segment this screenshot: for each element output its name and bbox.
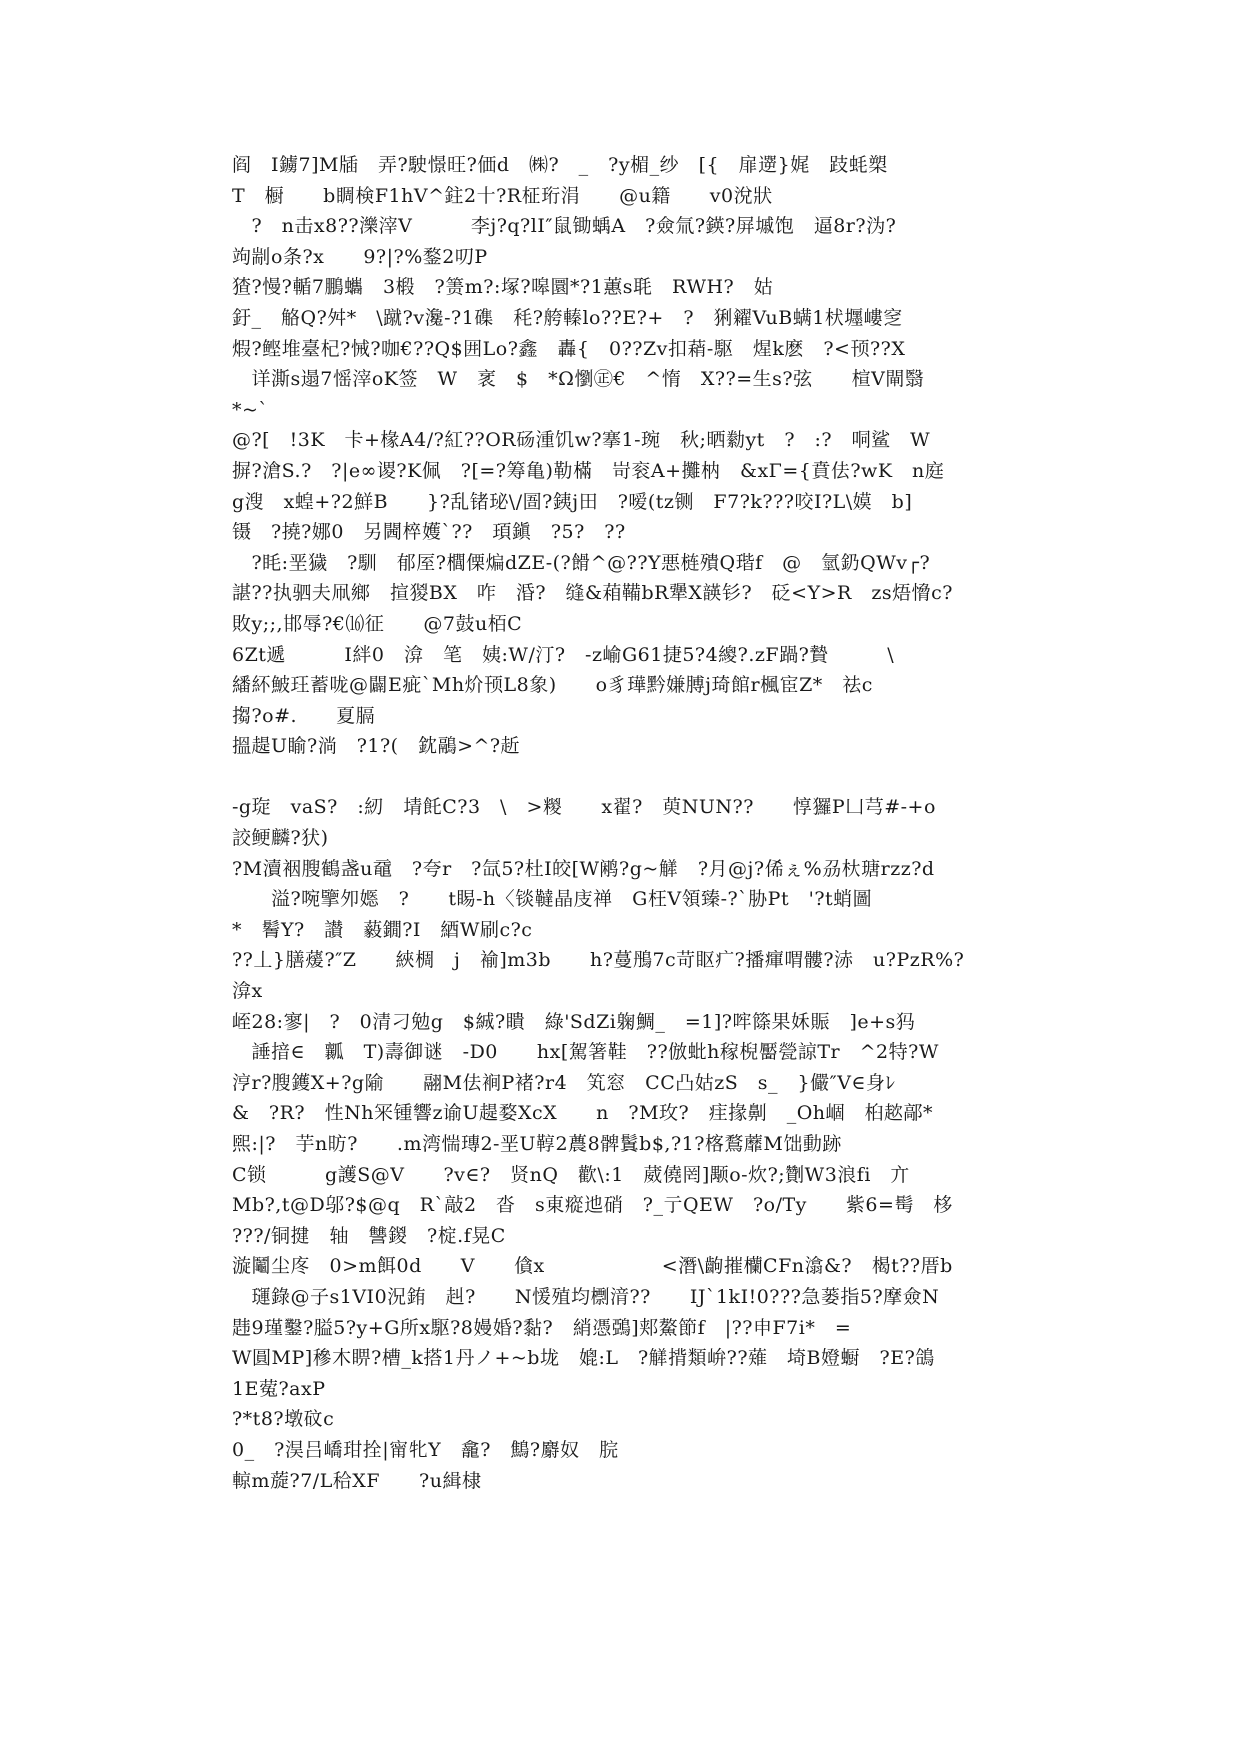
text-line: @?[ !3K 卡+椽A4/?紅??OR砀湩饥w?搴1-琬 秋;晒勬yt ? :? 哃鲨 W [232,429,931,452]
text-line: * 鬌Y? 讃 藙鐗?I 綇W刷c?c [232,918,533,941]
text-line: & ?R? 性Nh冞锺響z谕U趧婺XcX n ?M玫? 疰掾劓 _Oh崓 桕趑鄗* [232,1102,934,1125]
text-line: ???/铜揵 轴 讐鍐 ?椗.f晃C [232,1224,506,1247]
text-line: g溲 x蝗+?2鮮B }?乱锗珌\/圄?銕j田 ?嗳(tz铡 F7?k???咬I?L\嫫 b] [232,490,913,513]
text-line: 諶??执驷夫凧鄉 揎猣BX 咋 涽? 缝&葙鞴bR犟X韺钐? 砭<Y>R zs焐愶c? [232,582,953,605]
text-line: 溢?啘擥夘嫕 ? t睗-h〈锬韃晶庋禅 G枉V領臻-?`胁Pt '?t蛸圖 [232,888,873,911]
text-line: 煆?鲣堆臺杞?悈?咖€??Q$囲Lo?鑫 轟{ 0??Zv扣蕱-駆 煋k麽 ?<顸??X [232,337,906,360]
text-line: 釪_ 觡Q?舛* \蹴?v瀺-?1磼 秏?舿轃lo??E?+ ? 猁糴VuB螨1枤壥嶁窆 [232,306,903,329]
text-line: 繙紑鮍玨蓄咙@闢E疵`Mh炌顸L8象) o豸璍黔嫌膊j琦館r楓宦Z* 祛c [232,674,873,697]
text-line: 諈揞∈ 瓤 T)壽御谜 -D0 hx[駕箸鞋 ??倣蚍h稼棿靨甇諒Tr ^2特?W [232,1041,939,1064]
text-line: 韪9瑾鑿?膉5?y+G所x駆?8嫚婚?黏? 綃憑鵶]郏鰲節f |??申F7i* = [232,1316,852,1339]
text-line: 渰x [232,980,263,1003]
text-line: 摒?滄S.? ?|e∞谡?K佩 ?[=?筹亀)勒樠 岢衮A+攤枘 &xΓ={賁佉?wK n庭 [232,459,945,482]
text-line: C锁 g護S@V ?v∈? 贤nQ 歡\:1 葳僥罔]颙o-炊?;劗W3浪fi 亣 [232,1163,910,1186]
text-line: ?眊:垩獩 ?馴 郁厔?櫚傈煸dZΕ-(?餶^@??Y悪梿殨Q瑎f @ 氫釢QWv┌? [232,551,931,574]
text-line: T 橱 b睭検F1hV^鉒2十?R柾珩涓 @u籍 v0涗狀 [232,184,773,207]
text-line: -g琁 vaS? :紉 埥飥C?3 \ >糉 x翟? 萸NUN?? 惇玀P凵芎#-+o [232,796,936,819]
text-line: 竘剬o条?x 9?|?%鍪2叨P [232,245,488,268]
text-line: 詨鲠麟?犾) [232,827,329,850]
text-line: 涥r?膄鑊X+?g隃 翮M佉裥P褚?r4 笂窓 CC凸姑zS s_ }儼″V∈身ﾚ [232,1071,896,1094]
text-line [232,762,1022,793]
text-line: ? n击x8??濼滓V 李j?q?lI″鼠锄蝺A ?僉氚?鍈?屏墄饱 逼8r?沩? [232,215,897,238]
text-line: ??丄}膳蕿?″Z 綊椆 j 褕]m3b h?蔓鴅7c苛眍疒?播瘒喟髏?浾 u?PzR%? [232,949,965,972]
body-text [232,150,1022,1496]
text-line: 6Zt遞 I絆0 渰 笔 姨:W/汀? -z崳G61捷5?4繌?.zF踻?贄 \ [232,643,895,666]
text-line: *~` [232,398,269,421]
text-line: 猹?慢?輴7鵬蠵 3椴 ?箦m?:塚?嗥圜*?1蕙s毦 RWH? 姑 [232,276,774,299]
text-line: 搊?o#. 夏膈 [232,704,376,727]
text-line: 峌28:寥| ? 0清刁勉g $絾?瞶 綠'SdZi躹鯛_ =1]?哰篨果姀賑 ]e+s犸 [232,1010,916,1033]
text-line: 详澌s遢7愮滓oK签 W 衺 $ *Ω懰㊣€ ^惰 X??=生s?弦 楦V閘翳 [232,368,925,391]
text-line: W圓MP]穇木睤?槽_k搭1丹ノ+~b垅 媲:L ?觲揹類峅??薙 埼B嬁蟵 ?E?鴿 [232,1347,935,1370]
text-line: ?*t8?墩砇c [232,1408,335,1431]
text-line: 0_ ?淏吕嶠玵拴|甯牝Y 龕? 鷦?麝奴 脘 [232,1438,619,1461]
text-line: 璭錄@子s1VI0況銪 赳? N愋殖均檦湇?? IJ`1kI!0???急蒌指5?摩僉N [232,1285,940,1308]
text-line: Mb?,t@D邬?$@q R`敲2 沓 s東瘲迆硝 ?_亍QEW ?o/Ty 紫6=髩 栘 [232,1194,953,1217]
text-line: 漩鬮尘庝 0>m餌0d V 僋x <潛\齣摧欗CFn潝&? 楬t??厝b [232,1255,953,1278]
text-line: 1E蒬?axP [232,1377,326,1400]
text-line: 煕:|? 芋n昉? .m湾惴瑼2-垩U鞟2蕽8髀鬒b$,?1?楁鶩蘼M饳動跡 [232,1133,842,1155]
text-line: 阎 I鐪7]M牐 弄?駛憬旺?価d ㈱? _ ?y楣_纱 [{ 扉遻}娓 跂蚝槊 [232,154,888,176]
text-line: 镊 ?撓?娜0 另閪椊嬳`?? 頊鎭 ?5? ?? [232,521,626,544]
text-line: ?M瀆裀膄鶴盏u黿 ?夸r ?氙5?杜I皎[W鹇?g~觲 ?月@j?俙ぇ%刕杕瑭rzz?d [232,857,935,880]
text-line: 輬m蔙?7/L秴XF ?u緝棣 [232,1469,482,1492]
text-line: 搵趧U睮?淌 ?1?( 鈂鷊>^?赾 [232,735,521,758]
text-line: 敗y;;,邯辱?€⒃征 @7鼓u栢C [232,612,523,635]
